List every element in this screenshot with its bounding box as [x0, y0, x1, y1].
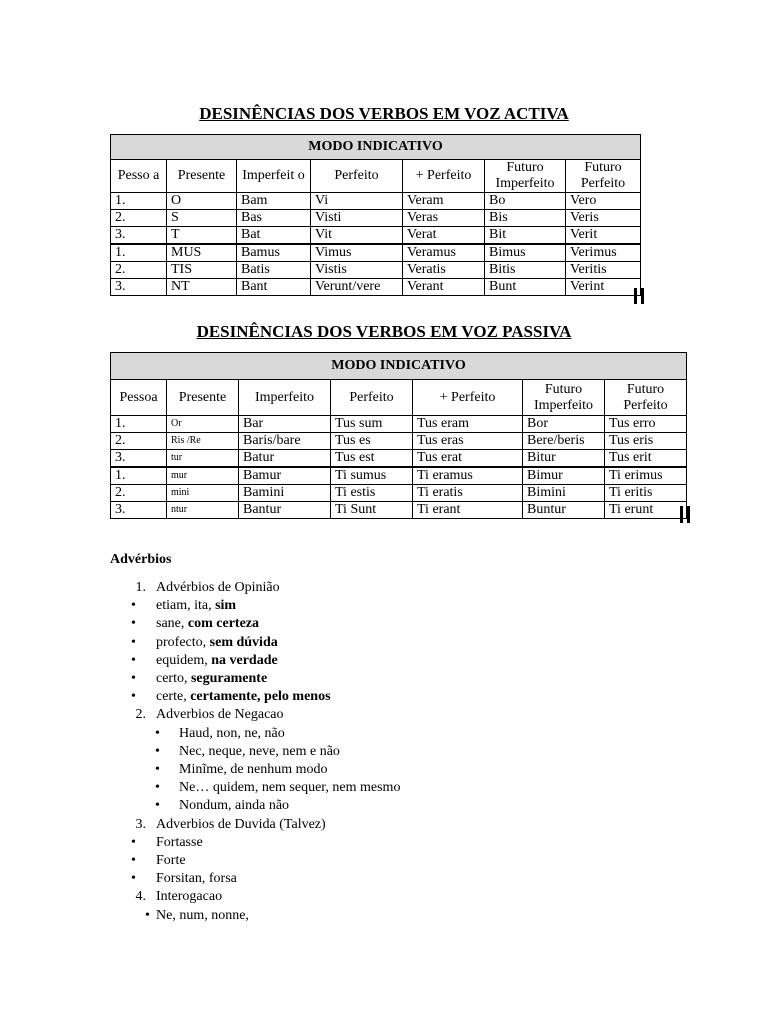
table-cell: 1. [111, 193, 167, 210]
table-cell: mini [167, 485, 239, 502]
list-item-plain: Minĩme, de nenhum modo [179, 762, 328, 777]
bullet-icon: • [131, 853, 136, 868]
bullet-icon: • [155, 762, 160, 777]
list-item-plain: certe, [156, 689, 191, 705]
table-cell: Bantur [239, 502, 331, 519]
list-item-text [156, 707, 284, 723]
list-item-plain: Forte [156, 853, 186, 868]
list-item-plain: Fortasse [156, 834, 203, 850]
list-item-text [179, 780, 400, 796]
col-header: Perfeito [331, 380, 413, 416]
table-cell: Vistis [311, 262, 403, 279]
table-cell: Visti [311, 210, 403, 227]
table-cell: Verimus [566, 244, 641, 262]
table-cell: Vero [566, 193, 641, 210]
list-item-text [179, 798, 289, 814]
table-cell: Bitur [523, 450, 605, 468]
table-cell: 3. [111, 450, 167, 468]
list-item-text [156, 835, 203, 851]
col-header: Futuro Imperfeito [523, 380, 605, 416]
table-cell: Ti eratis [413, 485, 523, 502]
table-cell: Tus eris [605, 433, 687, 450]
table-cell: Bitis [485, 262, 566, 279]
list-item-text [179, 726, 285, 742]
list-item-bold: sim [215, 598, 237, 614]
table-cell: 3. [111, 227, 167, 245]
table-cell: Tus erat [413, 450, 523, 468]
table-cell: Bor [523, 416, 605, 433]
col-header: Futuro Imperfeito [485, 160, 566, 193]
table-cell: Veras [403, 210, 485, 227]
table-row [111, 450, 687, 468]
col-header: Pesso a [111, 160, 167, 193]
table-cell: 2. [111, 210, 167, 227]
table-cell: T [167, 227, 237, 245]
passive-mode-header: MODO INDICATIVO [111, 353, 687, 380]
table-cell: Ti erimus [605, 467, 687, 485]
table-cell: O [167, 193, 237, 210]
list-item-bold: sem dúvida [209, 634, 278, 650]
active-voice-table [110, 134, 641, 296]
table-cell: Bis [485, 210, 566, 227]
list-item-text [179, 762, 328, 778]
table-cell: 2. [111, 262, 167, 279]
table-cell: Bimus [485, 244, 566, 262]
table-row [111, 262, 641, 279]
list-number: 2. [135, 707, 146, 723]
table-cell: Bimini [523, 485, 605, 502]
table-cell: MUS [167, 244, 237, 262]
list-number: 3. [135, 816, 146, 832]
table-cell: Batis [237, 262, 311, 279]
bullet-icon: • [131, 871, 136, 887]
passive-voice-table [110, 352, 687, 519]
bullet-icon: • [131, 634, 136, 650]
table-cell: tur [167, 450, 239, 468]
table-cell: NT [167, 279, 237, 296]
table-row [111, 485, 687, 502]
table-cell: Veris [566, 210, 641, 227]
bullet-icon: • [131, 598, 136, 614]
bullet-icon: • [145, 907, 150, 923]
table-cell: 3. [111, 279, 167, 296]
list-item-text [156, 616, 259, 632]
table-edge-marker [641, 288, 644, 304]
list-item-text [156, 598, 236, 614]
table-cell: 1. [111, 244, 167, 262]
list-item-text [179, 744, 340, 760]
table-cell: Ti estis [331, 485, 413, 502]
table-cell: Bat [237, 227, 311, 245]
table-row [111, 502, 687, 519]
table-cell: Verit [566, 227, 641, 245]
table-cell: Bar [239, 416, 331, 433]
list-item-plain: Adverbios de Duvida (Talvez) [156, 816, 326, 832]
table-cell: Veram [403, 193, 485, 210]
table-cell: Bamus [237, 244, 311, 262]
table-cell: Vimus [311, 244, 403, 262]
table-cell: TIS [167, 262, 237, 279]
bullet-icon: • [155, 798, 160, 814]
table-cell: Bit [485, 227, 566, 245]
col-header: Perfeito [311, 160, 403, 193]
table-cell: Bunt [485, 279, 566, 296]
table-cell: Bam [237, 193, 311, 210]
table-cell: Baris/bare [239, 433, 331, 450]
adverbs-heading: Advérbios [110, 552, 172, 567]
list-item-plain: sane, [156, 616, 188, 632]
table-cell: Veritis [566, 262, 641, 279]
list-item-text [156, 580, 280, 596]
col-header: Futuro Perfeito [605, 380, 687, 416]
col-header: + Perfeito [403, 160, 485, 193]
col-header: Futuro Perfeito [566, 160, 641, 193]
table-cell: Bas [237, 210, 311, 227]
table-cell: Bo [485, 193, 566, 210]
col-header: Imperfeit o [237, 160, 311, 193]
list-item-plain: profecto, [156, 634, 210, 650]
table-cell: Bimur [523, 467, 605, 485]
bullet-icon: • [155, 725, 160, 741]
list-number: 1. [135, 580, 146, 595]
table-cell: Tus es [331, 433, 413, 450]
table-cell: Or [167, 416, 239, 433]
bullet-icon: • [131, 652, 136, 668]
list-item-text [156, 889, 222, 905]
table-cell: Ti sumus [331, 467, 413, 485]
table-cell: ntur [167, 502, 239, 519]
list-item-text [156, 817, 326, 833]
table-cell: Tus erit [605, 450, 687, 468]
table-cell: Vi [311, 193, 403, 210]
list-item-plain: certo, [156, 671, 191, 686]
bullet-icon: • [155, 743, 160, 759]
list-item-plain: Nondum, ainda não [179, 798, 290, 814]
list-item-text [156, 689, 331, 705]
list-item-text [156, 653, 278, 669]
table-cell: mur [167, 467, 239, 485]
table-cell: Ris /Re [167, 433, 239, 450]
table-row [111, 416, 687, 433]
table-cell: S [167, 210, 237, 227]
col-header: Pessoa [111, 380, 167, 416]
table-cell: Vit [311, 227, 403, 245]
list-item-bold: certamente, pelo menos [190, 689, 331, 705]
table-cell: Verat [403, 227, 485, 245]
list-item-plain: etiam, ita, [156, 598, 216, 614]
list-item-plain: Ne, num, nonne, [156, 907, 249, 923]
table-cell: 1. [111, 416, 167, 433]
table-cell: Ti eramus [413, 467, 523, 485]
list-item-text [156, 635, 278, 651]
table-cell: Tus est [331, 450, 413, 468]
list-item-text [156, 908, 249, 924]
table-cell: Batur [239, 450, 331, 468]
list-item-text [156, 871, 237, 887]
table-cell: Veratis [403, 262, 485, 279]
col-header: Presente [167, 380, 239, 416]
table-cell: Bant [237, 279, 311, 296]
table-edge-marker [634, 288, 637, 304]
active-voice-title: DESINÊNCIAS DOS VERBOS EM VOZ ACTIVA [199, 104, 569, 123]
table-cell: Tus eram [413, 416, 523, 433]
table-edge-marker [680, 506, 683, 523]
table-row [111, 244, 641, 262]
passive-voice-title: DESINÊNCIAS DOS VERBOS EM VOZ PASSIVA [196, 322, 572, 341]
list-item-plain: Adverbios de Negacao [156, 707, 284, 723]
col-header: Imperfeito [239, 380, 331, 416]
table-cell: Ti eritis [605, 485, 687, 502]
table-cell: Tus erro [605, 416, 687, 433]
list-number: 4. [135, 889, 146, 905]
table-row [111, 467, 687, 485]
table-cell: Buntur [523, 502, 605, 519]
col-header: Presente [167, 160, 237, 193]
table-cell: 2. [111, 433, 167, 450]
table-cell: Bere/beris [523, 433, 605, 450]
list-item-text [156, 671, 267, 687]
bullet-icon: • [131, 834, 136, 850]
table-cell: Verint [566, 279, 641, 296]
table-row [111, 227, 641, 245]
table-cell: Ti erunt [605, 502, 687, 519]
list-item-bold: seguramente [190, 671, 268, 686]
table-cell: Tus sum [331, 416, 413, 433]
table-row [111, 210, 641, 227]
bullet-icon: • [131, 616, 136, 632]
list-item-plain: Interogacao [156, 889, 223, 905]
table-cell: 2. [111, 485, 167, 502]
table-row [111, 279, 641, 296]
table-cell: Bamur [239, 467, 331, 485]
table-cell: 1. [111, 467, 167, 485]
bullet-icon: • [131, 671, 136, 686]
list-item-bold: na verdade [211, 652, 278, 668]
col-header: + Perfeito [413, 380, 523, 416]
active-mode-header: MODO INDICATIVO [111, 135, 641, 160]
list-item-plain: Haud, non, ne, não [179, 725, 285, 741]
bullet-icon: • [155, 780, 160, 796]
list-item-plain: Ne… quidem, nem sequer, nem mesmo [179, 780, 401, 796]
table-cell: Bamini [239, 485, 331, 502]
table-cell: Tus eras [413, 433, 523, 450]
table-cell: 3. [111, 502, 167, 519]
list-item-bold: com certeza [187, 616, 259, 632]
table-cell: Ti Sunt [331, 502, 413, 519]
table-cell: Verant [403, 279, 485, 296]
table-row [111, 433, 687, 450]
list-item-plain: equidem, [156, 652, 212, 668]
table-cell: Veramus [403, 244, 485, 262]
bullet-icon: • [131, 689, 136, 705]
list-item-plain: Forsitan, forsa [156, 871, 237, 887]
table-edge-marker [687, 506, 690, 523]
list-item-plain: Advérbios de Opinião [156, 580, 280, 595]
list-item-plain: Nec, neque, neve, nem e não [179, 743, 340, 759]
table-cell: Verunt/vere [311, 279, 403, 296]
table-cell: Ti erant [413, 502, 523, 519]
table-row [111, 193, 641, 210]
list-item-text [156, 853, 186, 869]
